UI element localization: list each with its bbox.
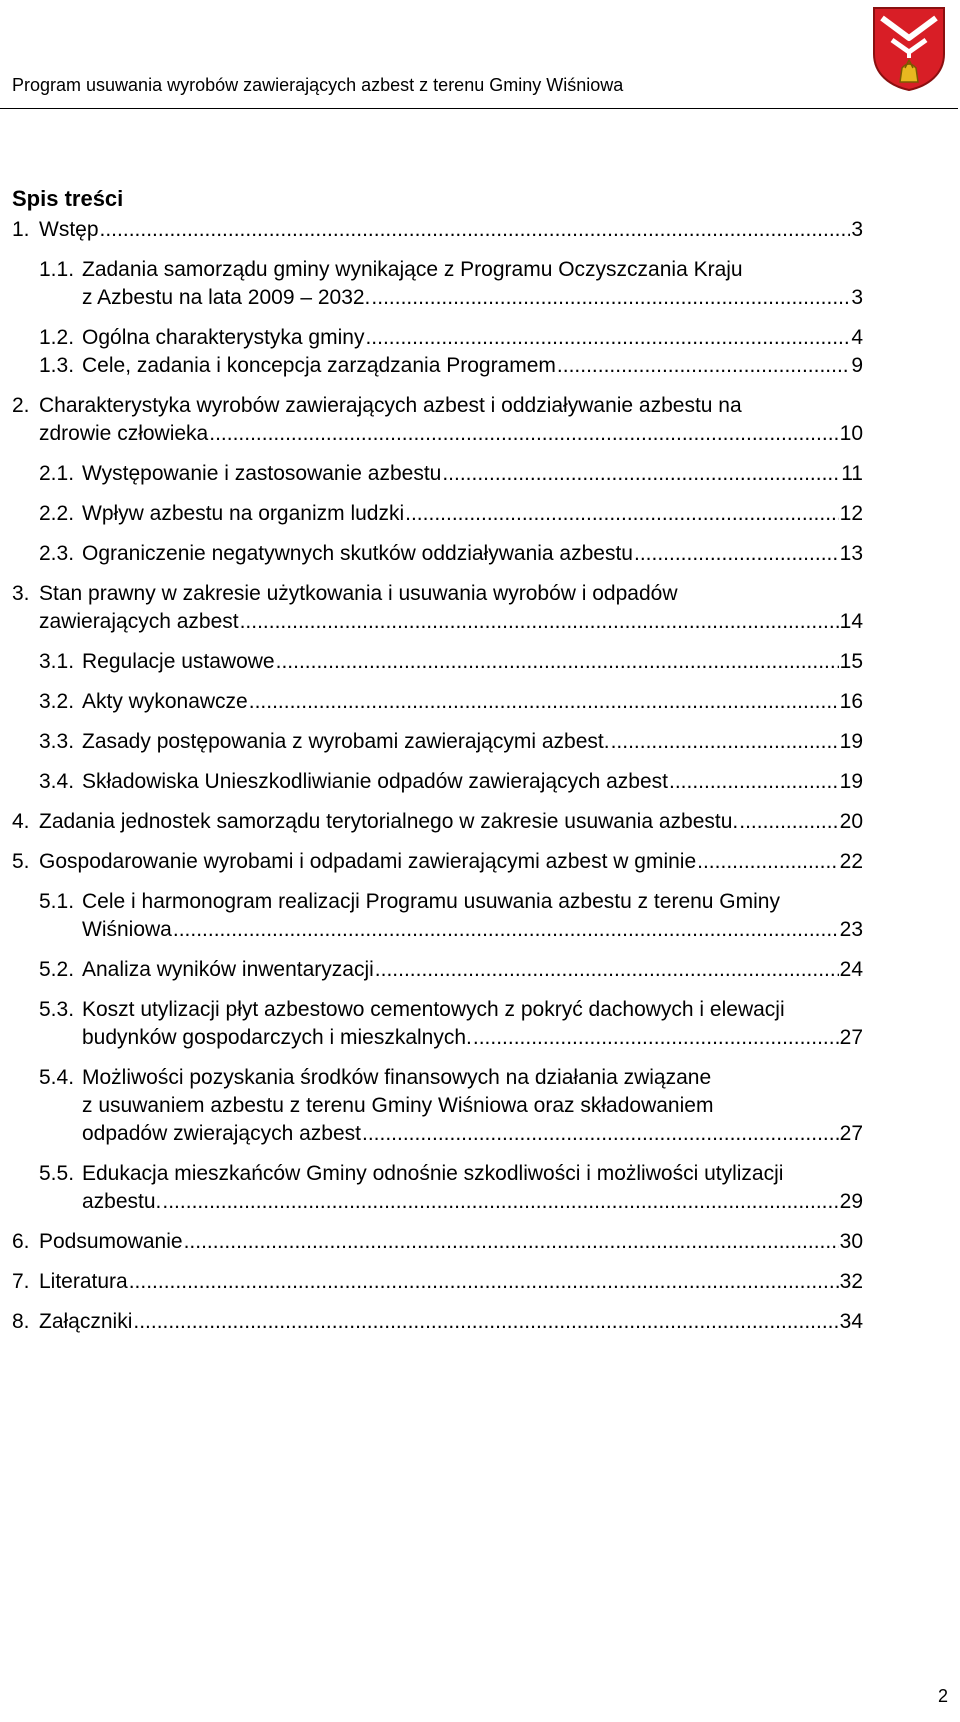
toc-entry-title: Zasady postępowania z wyrobami zawierającymi azbest. (82, 730, 610, 753)
dot-leader (184, 1226, 839, 1258)
toc-entry-title: Analiza wyników inwentaryzacji (82, 958, 374, 981)
page-number: 2 (937, 1686, 948, 1706)
toc-page-number: 30 (839, 1230, 863, 1253)
toc-entry-number: 2. (12, 394, 30, 417)
toc-entry-number: 1.1. (39, 258, 75, 281)
dot-leader (209, 418, 838, 450)
toc-entry-title: Gospodarowanie wyrobami i odpadami zawierającymi azbest w gminie (39, 850, 697, 873)
toc-page-number: 19 (839, 770, 863, 793)
toc-entry-line (39, 846, 863, 878)
toc-page-number: 32 (839, 1270, 863, 1293)
toc-entry-number: 5. (12, 850, 30, 873)
toc-entry-line (82, 726, 863, 758)
toc-entry-title-line: z usuwaniem azbestu z terenu Gminy Wiśniowa oraz składowaniem (82, 1094, 714, 1117)
dot-leader (129, 1266, 839, 1298)
toc-entry-title: z Azbestu na lata 2009 – 2032. (82, 286, 371, 309)
toc-page-number: 11 (841, 462, 863, 485)
dot-leader (173, 914, 839, 946)
toc-page-number: 3 (851, 218, 863, 241)
toc-entry-number: 3. (12, 582, 30, 605)
dot-leader (276, 646, 839, 678)
toc-page-number: 16 (839, 690, 863, 713)
toc-entry-line (82, 1022, 863, 1054)
dot-leader (473, 1022, 839, 1054)
toc-entry-line (39, 418, 863, 450)
toc-entry-title: Wpływ azbestu na organizm ludzki (82, 502, 405, 525)
toc-entry-title: Ogólna charakterystyka gminy (82, 326, 365, 349)
toc-entry-line (82, 1118, 863, 1150)
toc-entry-line (82, 686, 863, 718)
toc-entry-title-line: Charakterystyka wyrobów zawierających azbest i oddziaływanie azbestu na (39, 394, 742, 417)
toc-entry-line (82, 646, 863, 678)
toc-heading: Spis treści (12, 186, 124, 211)
toc-entry-title-line: Możliwości pozyskania środków finansowych na działania związane (82, 1066, 712, 1089)
dot-leader (557, 350, 850, 382)
toc-page-number: 9 (851, 354, 863, 377)
toc-entry-title-line: Zadania samorządu gminy wynikające z Programu Oczyszczania Kraju (82, 258, 743, 281)
toc-entry-number: 1.2. (39, 326, 75, 349)
toc-entry-number: 1.3. (39, 354, 75, 377)
dot-leader (739, 806, 838, 838)
toc-entry-number: 5.2. (39, 958, 75, 981)
toc-entry-title: zawierających azbest (39, 610, 239, 633)
toc-entry-title: Akty wykonawcze (82, 690, 248, 713)
toc-entry-title: Regulacje ustawowe (82, 650, 275, 673)
toc-entry-title: Ograniczenie negatywnych skutków oddziaływania azbestu (82, 542, 633, 565)
toc-entry-title: budynków gospodarczych i mieszkalnych. (82, 1026, 472, 1049)
toc-entry-line (82, 766, 863, 798)
toc-entry-number: 2.2. (39, 502, 75, 525)
toc-page-number: 3 (851, 286, 863, 309)
toc-entry-title: Występowanie i zastosowanie azbestu (82, 462, 442, 485)
dot-leader (611, 726, 839, 758)
dot-leader (442, 458, 840, 490)
toc-entry-title: Wstęp (39, 218, 99, 241)
toc-entry-number: 2.3. (39, 542, 75, 565)
toc-page-number: 4 (851, 326, 863, 349)
toc-entry-number: 3.2. (39, 690, 75, 713)
toc-entry-number: 4. (12, 810, 30, 833)
dot-leader (375, 954, 839, 986)
toc-entry-number: 2.1. (39, 462, 75, 485)
toc-entry-line (39, 1226, 863, 1258)
toc-entry-line (39, 1266, 863, 1298)
toc-entry-line (82, 350, 863, 382)
toc-entry-line (82, 458, 863, 490)
toc-entry-line (82, 282, 863, 314)
toc-entry-title: Załączniki (39, 1310, 133, 1333)
toc-entry-title: odpadów zwierających azbest (82, 1122, 361, 1145)
dot-leader (371, 282, 850, 314)
toc-page-number: 10 (839, 422, 863, 445)
toc-entry-number: 6. (12, 1230, 30, 1253)
toc-entry-line (82, 538, 863, 570)
toc-entry-line (82, 1186, 863, 1218)
toc-entry-line (82, 954, 863, 986)
toc-page-number: 22 (839, 850, 863, 873)
toc-entry-title-line: Stan prawny w zakresie użytkowania i usuwania wyrobów i odpadów (39, 582, 678, 605)
toc-page-number: 12 (839, 502, 863, 525)
dot-leader (634, 538, 839, 570)
toc-entry-title: Cele, zadania i koncepcja zarządzania Programem (82, 354, 556, 377)
dot-leader (669, 766, 839, 798)
toc-entry-title-line: Koszt utylizacji płyt azbestowo cementowych z pokryć dachowych i elewacji (82, 998, 785, 1021)
toc-entry-line (39, 806, 863, 838)
toc-page-number: 27 (839, 1122, 863, 1145)
toc-entry-line (39, 1306, 863, 1338)
document-title: Program usuwania wyrobów zawierających azbest z terenu Gminy Wiśniowa (12, 75, 624, 95)
toc-entry-number: 3.4. (39, 770, 75, 793)
toc-entry-title: Literatura (39, 1270, 128, 1293)
toc-entry-title: Wiśniowa (82, 918, 172, 941)
toc-entry-title: Podsumowanie (39, 1230, 183, 1253)
toc-entry-number: 1. (12, 218, 30, 241)
toc-page-number: 19 (839, 730, 863, 753)
toc-entry-title-line: Edukacja mieszkańców Gminy odnośnie szkodliwości i możliwości utylizacji (82, 1162, 784, 1185)
dot-leader (405, 498, 839, 530)
dot-leader (240, 606, 839, 638)
toc-entry-title: Składowiska Unieszkodliwianie odpadów zawierających azbest (82, 770, 668, 793)
dot-leader (249, 686, 839, 718)
toc-page-number: 29 (839, 1190, 863, 1213)
toc-entry-number: 8. (12, 1310, 30, 1333)
toc-page-number: 23 (839, 918, 863, 941)
toc-entry-number: 5.4. (39, 1066, 75, 1089)
toc-entry-title: azbestu. (82, 1190, 162, 1213)
toc-entry-title: Zadania jednostek samorządu terytorialnego w zakresie usuwania azbestu. (39, 810, 739, 833)
toc-entry-number: 7. (12, 1270, 30, 1293)
toc-entry-line (82, 498, 863, 530)
dot-leader (362, 1118, 839, 1150)
toc-page-number: 15 (839, 650, 863, 673)
toc-entry-number: 3.3. (39, 730, 75, 753)
toc-page-number: 13 (839, 542, 863, 565)
toc-entry-line (82, 914, 863, 946)
toc-entry-number: 5.5. (39, 1162, 75, 1185)
toc-entry-line (39, 606, 863, 638)
dot-leader (697, 846, 839, 878)
toc-entry-title-line: Cele i harmonogram realizacji Programu usuwania azbestu z terenu Gminy (82, 890, 780, 913)
toc-entry-title: zdrowie człowieka (39, 422, 209, 445)
toc-entry-number: 5.1. (39, 890, 75, 913)
toc-page-number: 34 (839, 1310, 863, 1333)
toc-page-number: 27 (839, 1026, 863, 1049)
dot-leader (133, 1306, 838, 1338)
toc-entry-number: 5.3. (39, 998, 75, 1021)
toc-entry-line (39, 214, 863, 246)
dot-leader (162, 1186, 838, 1218)
dot-leader (100, 214, 851, 246)
toc-page-number: 20 (839, 810, 863, 833)
toc-page-number: 14 (839, 610, 863, 633)
toc-page-number: 24 (839, 958, 863, 981)
toc-entry-number: 3.1. (39, 650, 75, 673)
